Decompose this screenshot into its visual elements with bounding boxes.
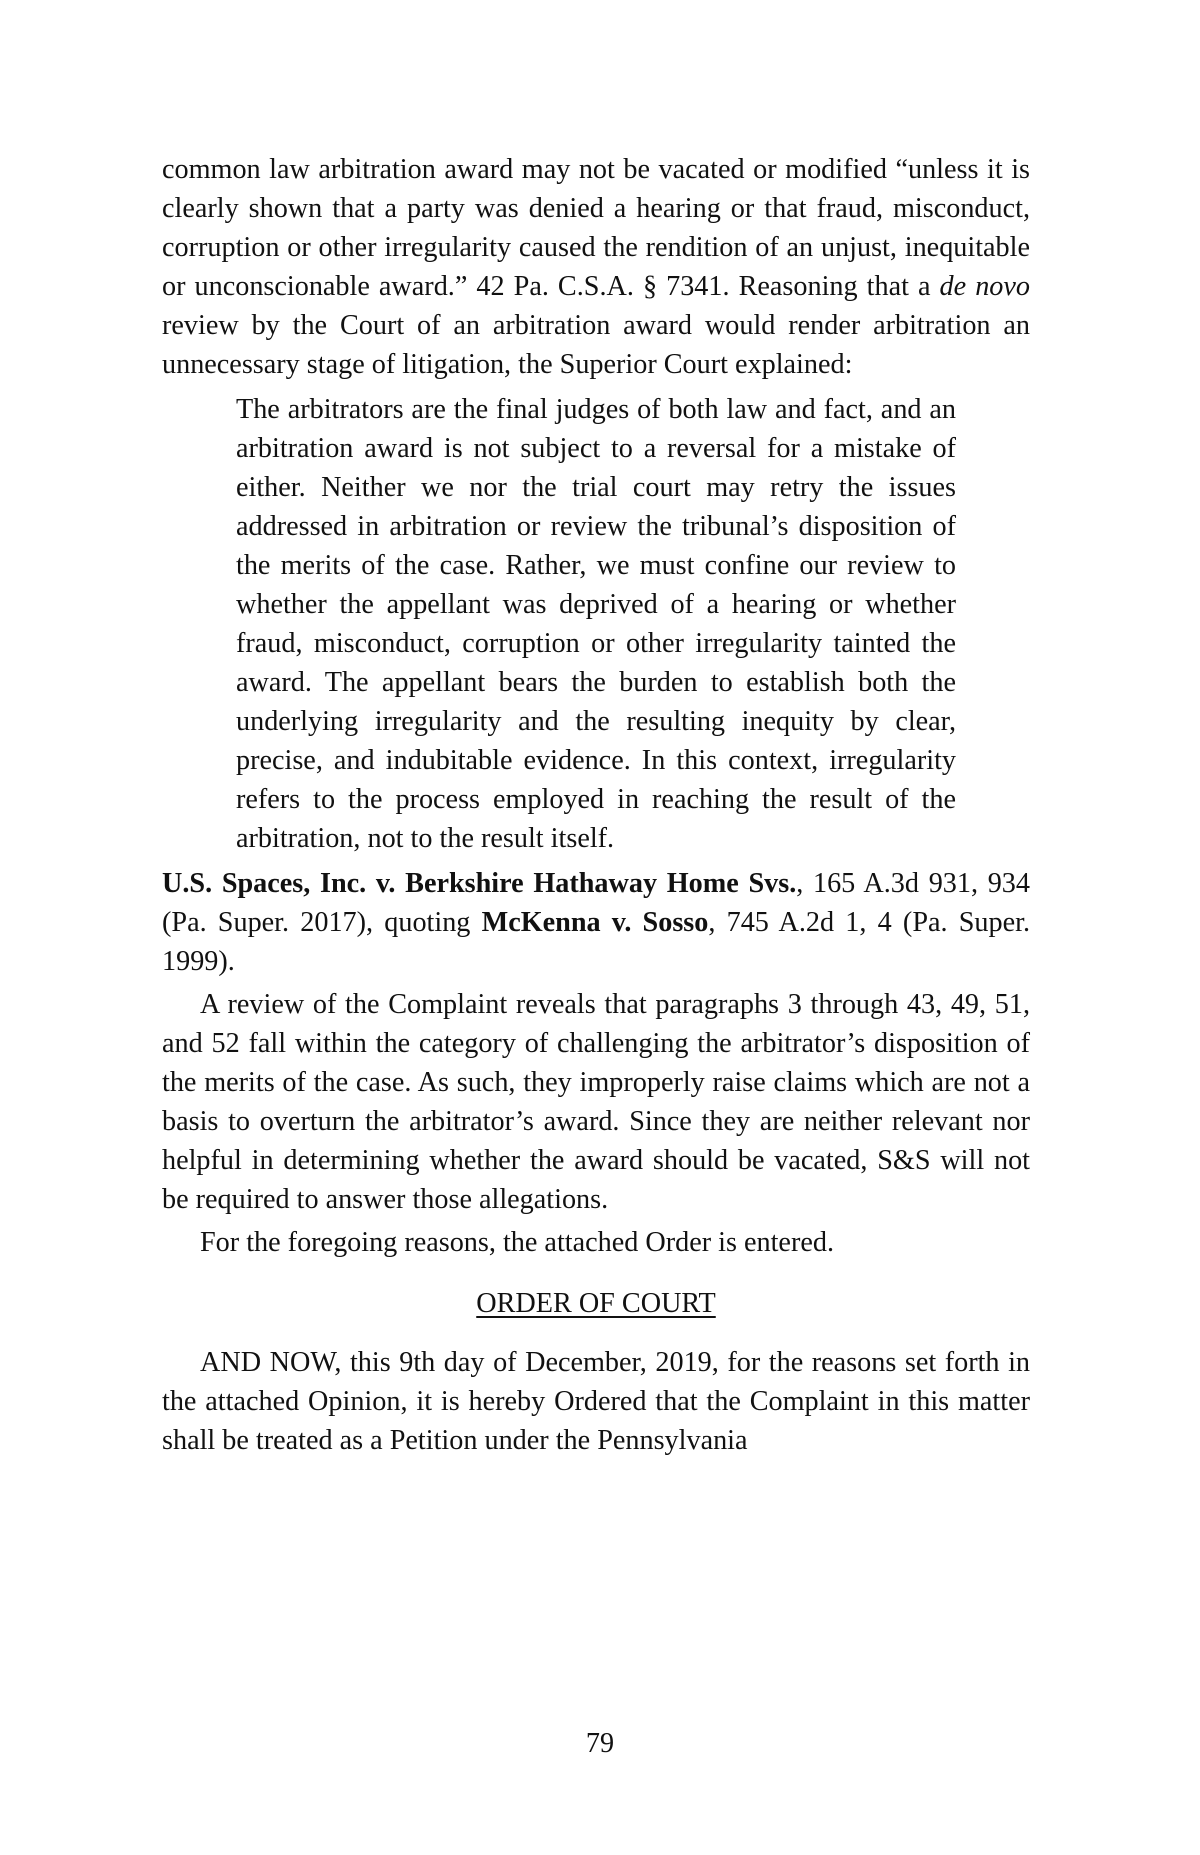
page-number: 79	[585, 1728, 615, 1759]
paragraph-opening-text-2: review by the Court of an arbitration award would render arbitration an unnecessary stage of litigation, the Superior Court explained:	[162, 310, 1030, 380]
de-novo-italic: de novo	[939, 271, 1030, 302]
citation-text-2: , 745 A.2d 1, 4 (Pa. Super. 1999).	[162, 907, 1030, 977]
document-page	[162, 150, 1030, 1460]
case-citation	[162, 864, 1030, 981]
paragraph-review: A review of the Complaint reveals that paragraphs 3 through 43, 49, 51, and 52 fall within the category of challenging the arbitrator’s disposition of the merits of the case. As such, they improperly raise claims which are not a basis to overturn the arbitrator’s award. Since they are neither relevant nor helpful in determining whether the award should be vacated, S&S will not be required to answer those allegations.	[162, 989, 1030, 1215]
order-heading	[162, 1284, 1030, 1323]
citation-text-1: , 165 A.3d 931, 934 (Pa. Super. 2017), quoting	[162, 868, 1030, 938]
order-heading-text: ORDER OF COURT	[476, 1288, 716, 1319]
block-quote: The arbitrators are the final judges of both law and fact, and an arbitration award is not subject to a reversal for a mistake of either. Neither we nor the trial court may retry the issues addressed in arbitration or review the tribunal’s disposition of the merits of the case. Rather, we must confine our review to whether the appellant was deprived of a hearing or whether fraud, misconduct, corruption or other irregularity tainted the award. The appellant bears the burden to establish both the underlying irregularity and the resulting inequity by clear, precise, and indubitable evidence. In this context, irregularity refers to the process employed in reaching the result of the arbitration, not to the result itself.	[236, 394, 956, 854]
paragraph-conclusion: For the foregoing reasons, the attached Order is entered.	[200, 1227, 834, 1258]
case-name-us-spaces: U.S. Spaces, Inc. v. Berkshire Hathaway Home Svs.	[162, 868, 797, 899]
paragraph-opening-text-1: common law arbitration award may not be vacated or modified “unless it is clearly shown that a party was denied a hearing or that fraud, misconduct, corruption or other irregularity caused the rendition of an unjust, inequitable or unconscionable award.” 42 Pa. C.S.A. § 7341. Reasoning that a	[162, 154, 1030, 302]
paragraph-opening	[162, 150, 1030, 384]
paragraph-order: AND NOW, this 9th day of December, 2019, for the reasons set forth in the attached Opinion, it is hereby Ordered that the Complaint in this matter shall be treated as a Petition under the Pennsylvania	[162, 1347, 1030, 1456]
case-name-mckenna: McKenna v. Sosso	[481, 907, 709, 938]
